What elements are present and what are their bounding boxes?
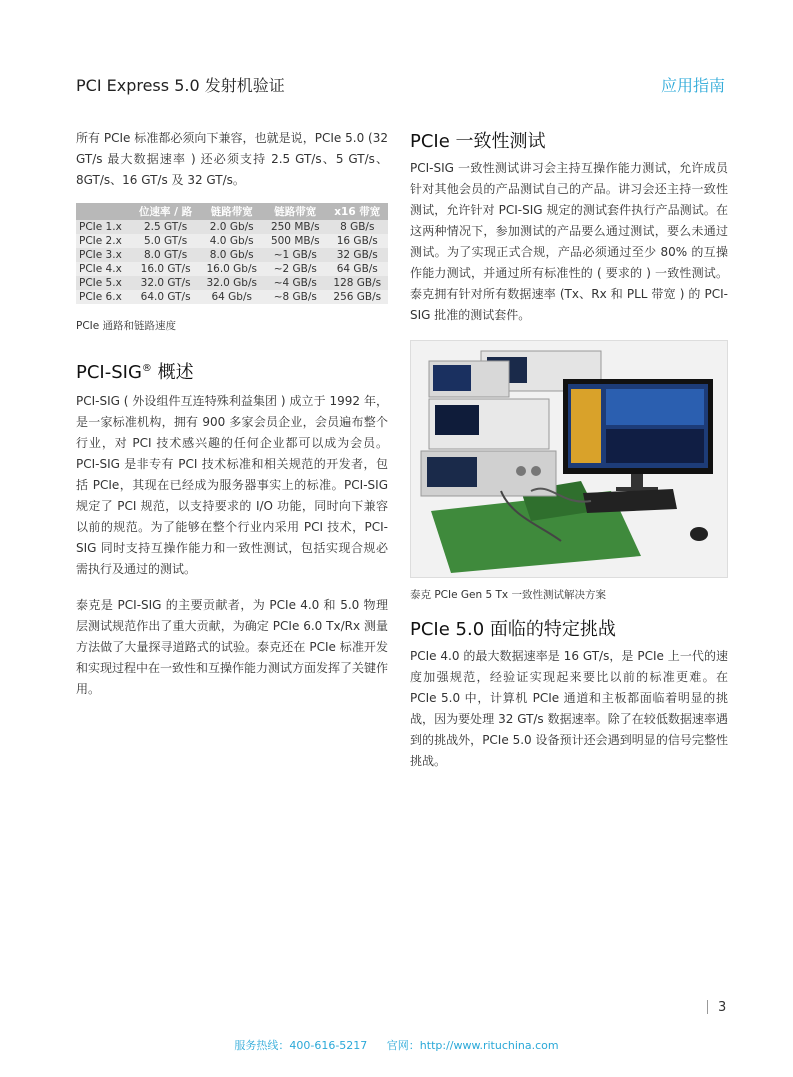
table-header: x16 带宽 — [327, 203, 388, 220]
table-cell: 16.0 GT/s — [132, 262, 200, 276]
challenge-heading: PCIe 5.0 面临的特定挑战 — [410, 619, 616, 640]
table-row — [76, 290, 388, 304]
table-row — [76, 262, 388, 276]
challenge-paragraph: PCIe 4.0 的最大数据速率是 16 GT/s，是 PCIe 上一代的速度加强规范，经验证实现起来要比以前的标准更难。在 PCIe 5.0 中，计算机 PCIe 通道和主板都面临着明显的挑战，因为要处理 32 GT/s 数据速率。除了在较低数据速率遇到的挑战外，PCIe 5.0 设备预计还会遇到明显的信号完整性挑战。 — [410, 649, 728, 768]
table-cell: 16.0 Gb/s — [199, 262, 264, 276]
table-cell: PCIe 4.x — [76, 262, 132, 276]
table-cell: 8.0 Gb/s — [199, 248, 264, 262]
table-cell: 256 GB/s — [327, 290, 388, 304]
pci-sig-paragraph-2: 泰克是 PCI-SIG 的主要贡献者，为 PCIe 4.0 和 5.0 物理层测试规范作出了重大贡献，为确定 PCIe 6.0 Tx/Rx 测量方法做了大量探寻道路式的试验。泰克还在 PCIe 标准开发和实现过程中在一致性和互操作能力测试方面发挥了关键作用。 — [76, 598, 389, 696]
table-cell: 5.0 GT/s — [132, 234, 200, 248]
table-cell: PCIe 2.x — [76, 234, 132, 248]
table-cell: PCIe 1.x — [76, 220, 132, 234]
page-number-divider — [707, 1000, 708, 1014]
left-column — [76, 128, 388, 700]
document-title: PCI Express 5.0 发射机验证 — [76, 76, 285, 95]
registered-mark: ® — [141, 363, 152, 374]
table-cell: 32.0 Gb/s — [199, 276, 264, 290]
table-cell: ~4 GB/s — [264, 276, 326, 290]
table-cell: 32 GB/s — [327, 248, 388, 262]
compliance-paragraph: PCI-SIG 一致性测试讲习会主持互操作能力测试，允许成员针对其他会员的产品测试自己的产品。讲习会还主持一致性测试，允许针对 PCI-SIG 规定的测试套件执行产品测试。在这两种情况下，参加测试的产品要么通过测试，要么未通过测试。为了实现正式合规，产品必须通过至少 80% 的互操作能力测试，并通过所有标准性的 ( 要求的 ) 一致性测试。泰克拥有针对所有数据速率 (Tx、Rx 和 PLL 带宽 ) 的 PCI-SIG 批准的测试套件。 — [410, 161, 728, 322]
table-header: 位速率 / 路 — [132, 203, 200, 220]
table-row — [76, 220, 388, 234]
table-cell: 16 GB/s — [327, 234, 388, 248]
table-row — [76, 276, 388, 290]
test-solution-photo — [410, 340, 728, 578]
table-cell: PCIe 6.x — [76, 290, 132, 304]
footer-hotline: 服务热线：400-616-5217 — [234, 1039, 368, 1052]
table-cell: ~2 GB/s — [264, 262, 326, 276]
pcie-speed-table — [76, 203, 388, 304]
table-cell: 32.0 GT/s — [132, 276, 200, 290]
table-row — [76, 234, 388, 248]
intro-paragraph: 所有 PCIe 标准都必须向下兼容，也就是说，PCIe 5.0 (32 GT/s 最大数据速率 ) 还必须支持 2.5 GT/s、5 GT/s、8GT/s、16 GT/s 及 32 GT/s。 — [76, 131, 388, 187]
table-cell: 500 MB/s — [264, 234, 326, 248]
table-header — [76, 203, 132, 220]
table-cell: 2.5 GT/s — [132, 220, 200, 234]
table-cell: 4.0 Gb/s — [199, 234, 264, 248]
table-cell: 8.0 GT/s — [132, 248, 200, 262]
table-cell: 250 MB/s — [264, 220, 326, 234]
compliance-heading: PCIe 一致性测试 — [410, 131, 546, 152]
table-cell: PCIe 5.x — [76, 276, 132, 290]
table-header: 链路带宽 — [264, 203, 326, 220]
pci-sig-heading — [76, 355, 388, 387]
table-cell: 64.0 GT/s — [132, 290, 200, 304]
right-column — [410, 128, 728, 772]
footer-website[interactable]: 官网：http://www.rituchina.com — [386, 1039, 559, 1052]
table-cell: 64 Gb/s — [199, 290, 264, 304]
table-cell: PCIe 3.x — [76, 248, 132, 262]
table-cell: 8 GB/s — [327, 220, 388, 234]
photo-caption: 泰克 PCIe Gen 5 Tx 一致性测试解决方案 — [410, 589, 606, 601]
table-row — [76, 248, 388, 262]
table-cell: 2.0 Gb/s — [199, 220, 264, 234]
table-cell: ~1 GB/s — [264, 248, 326, 262]
table-cell: ~8 GB/s — [264, 290, 326, 304]
page-number: 3 — [718, 1000, 727, 1015]
pci-sig-heading-suffix: 概述 — [151, 362, 194, 383]
table-header-row — [76, 203, 388, 220]
table-header: 链路带宽 — [199, 203, 264, 220]
table-cell: 128 GB/s — [327, 276, 388, 290]
pci-sig-paragraph-1: PCI-SIG ( 外设组件互连特殊利益集团 ) 成立于 1992 年，是一家标准机构，拥有 900 多家会员企业，会员遍布整个行业，对 PCI 技术感兴趣的任何企业都可以成为会员。PCI-SIG 是非专有 PCI 技术标准和相关规范的开发者，包括 PCIe，其现在已经成为服务器事实上的标准。PCI-SIG 规定了 PCI 规范，以支持要求的 I/O 功能，同时向下兼容以前的规范。为了能够在整个行业内采用 PCI 技术，PCI-SIG 同时支持互操作能力和一致性测试，包括实现合规必需执行及通过的测试。 — [76, 394, 388, 576]
footer — [0, 1037, 793, 1053]
table-caption: PCIe 通路和链路速度 — [76, 320, 177, 332]
test-equipment-illustration — [411, 341, 727, 577]
table-cell: 64 GB/s — [327, 262, 388, 276]
pci-sig-heading-text: PCI-SIG — [76, 362, 142, 383]
section-label: 应用指南 — [660, 76, 725, 95]
